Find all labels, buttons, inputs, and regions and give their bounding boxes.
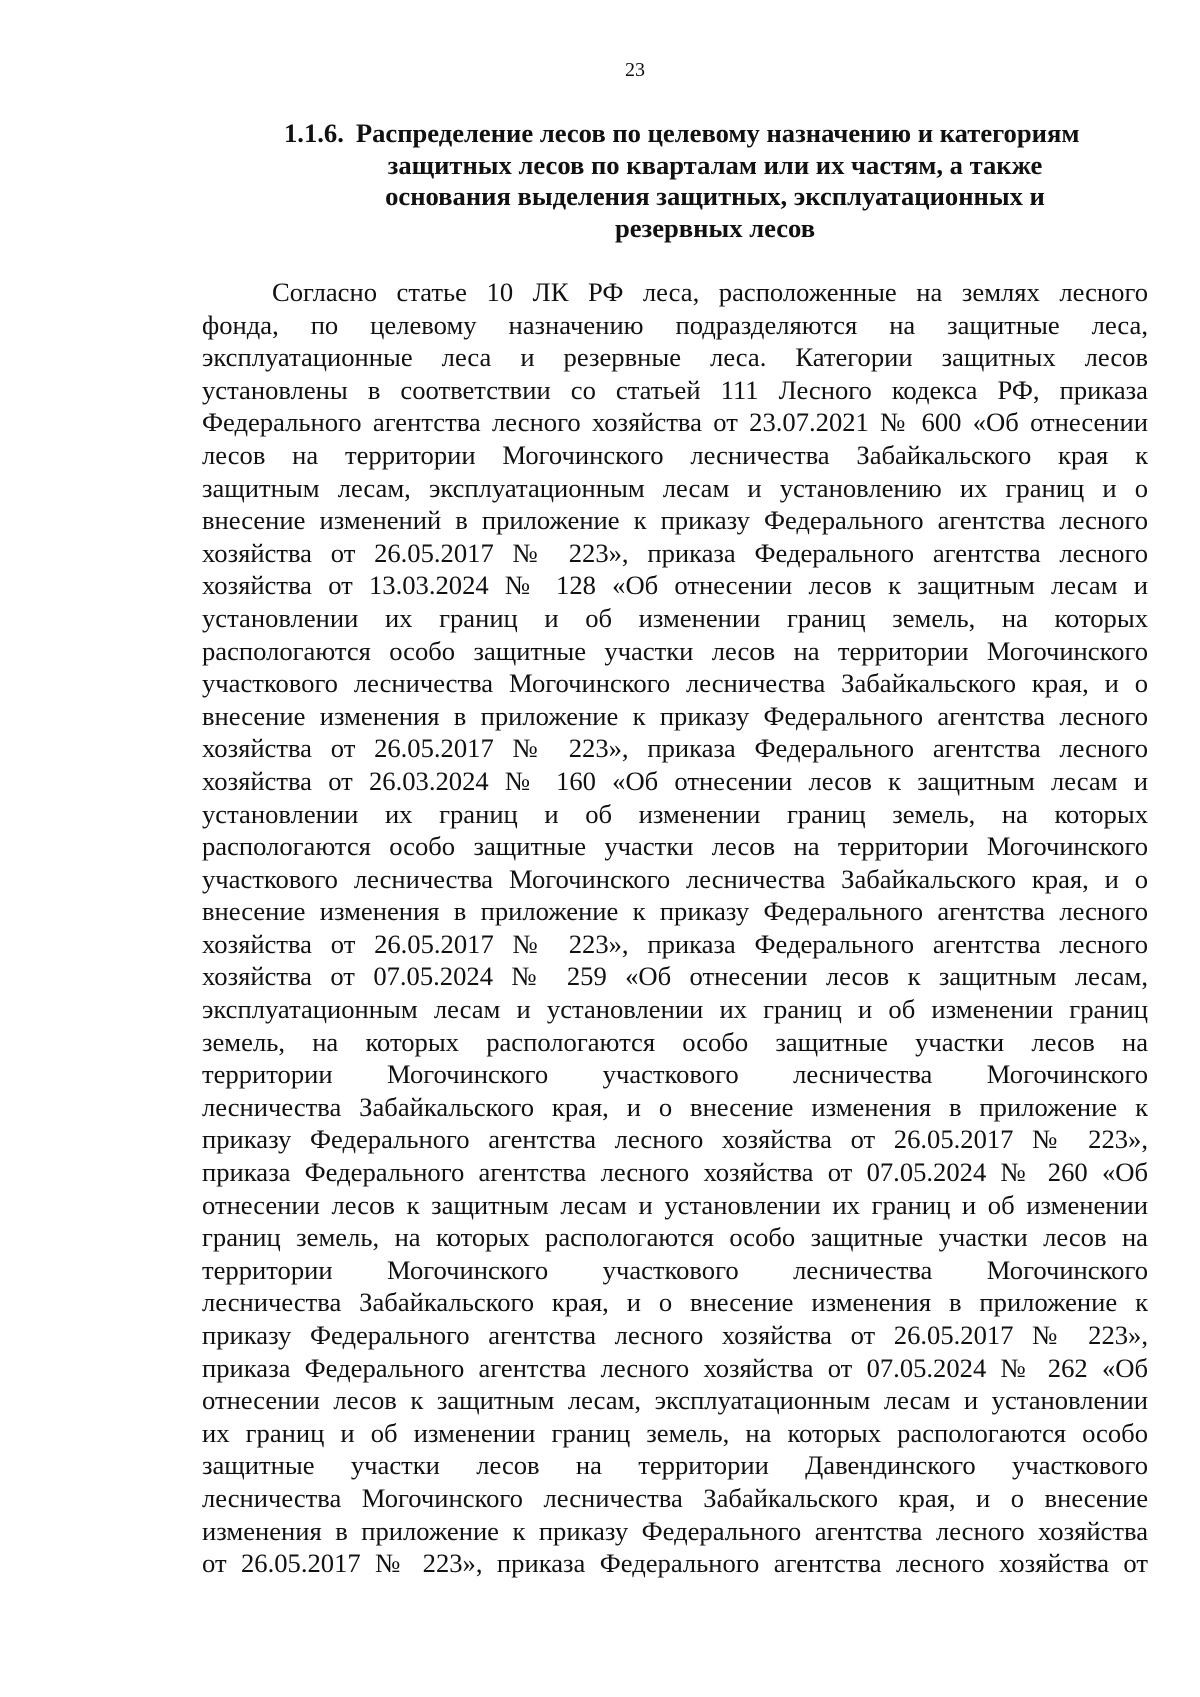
body-text-line: эксплуатационным лесам и установлении их границ и об изменении границ (202, 994, 1148, 1025)
body-text-line: от 26.05.2017 № 223», приказа Федерального агентства лесного хозяйства от (202, 1548, 1148, 1579)
body-text-line: хозяйства от 26.05.2017 № 223», приказа Федерального агентства лесного (202, 928, 1148, 959)
section-heading-line: Распределение лесов по целевому назначению и категориям (355, 118, 1080, 148)
body-text-line: установлении их границ и об изменении границ земель, на которых (202, 798, 1148, 829)
body-text-line: лесничества Забайкальского края, и о внесение изменения в приложение к (202, 1091, 1148, 1122)
body-text-line: лесничества Могочинского лесничества Забайкальского края, и о внесение (202, 1482, 1148, 1513)
body-text-line: границ земель, на которых распологаются особо защитные участки лесов на (202, 1222, 1148, 1253)
body-text-line: хозяйства от 13.03.2024 № 128 «Об отнесении лесов к защитным лесам и (202, 570, 1148, 601)
body-text-line: хозяйства от 07.05.2024 № 259 «Об отнесении лесов к защитным лесам, (202, 961, 1148, 992)
section-heading (284, 118, 1140, 244)
body-text-line: внесение изменений в приложение к приказу Федерального агентства лесного (202, 505, 1148, 536)
body-text-line: Согласно статье 10 ЛК РФ леса, расположенные на землях лесного (272, 277, 1148, 307)
section-heading-line: защитных лесов по кварталам или их частям, а также (387, 149, 1043, 180)
section-number: 1.1.6. (284, 118, 344, 148)
body-text-line: хозяйства от 26.03.2024 № 160 «Об отнесении лесов к защитным лесам и (202, 765, 1148, 796)
body-text-line: приказа Федерального агентства лесного хозяйства от 07.05.2024 № 262 «Об (202, 1352, 1148, 1383)
body-text-line: отнесении лесов к защитным лесам и установлении их границ и об изменении (202, 1189, 1148, 1220)
body-text-line: лесов на территории Могочинского лесничества Забайкальского края к (202, 439, 1148, 470)
section-heading-first-line (284, 118, 1140, 150)
body-paragraph (202, 276, 1148, 1580)
body-text-line: земель, на которых распологаются особо защитные участки лесов на (202, 1026, 1148, 1057)
section-heading-line: резервных лесов (614, 212, 816, 243)
body-text-line: защитным лесам, эксплуатационным лесам и установлению их границ и о (202, 472, 1148, 503)
body-text-line: внесение изменения в приложение к приказу Федерального агентства лесного (202, 896, 1148, 927)
body-text-line: отнесении лесов к защитным лесам, эксплуатационным лесам и установлении (202, 1385, 1148, 1416)
body-text-line: защитные участки лесов на территории Давендинского участкового (202, 1450, 1148, 1481)
body-text-line: Федерального агентства лесного хозяйства от 23.07.2021 № 600 «Об отнесении (202, 407, 1148, 438)
body-text-line: изменения в приложение к приказу Федерального агентства лесного хозяйства (202, 1515, 1148, 1546)
body-text-line: приказу Федерального агентства лесного хозяйства от 26.05.2017 № 223», (202, 1124, 1148, 1155)
body-text-line: установлены в соответствии со статьей 111 Лесного кодекса РФ, приказа (202, 374, 1148, 405)
body-text-line: приказу Федерального агентства лесного хозяйства от 26.05.2017 № 223», (202, 1320, 1148, 1350)
body-text-line: установлении их границ и об изменении границ земель, на которых (202, 602, 1148, 633)
body-text-line: участкового лесничества Могочинского лесничества Забайкальского края, и о (202, 863, 1148, 894)
body-text-line: внесение изменения в приложение к приказу Федерального агентства лесного (202, 700, 1148, 731)
body-text-line: участкового лесничества Могочинского лесничества Забайкальского края, и о (202, 668, 1148, 699)
page-number: 23 (625, 59, 645, 81)
body-text-line: распологаются особо защитные участки лесов на территории Могочинского (202, 635, 1148, 666)
body-text-line: эксплуатационные леса и резервные леса. Категории защитных лесов (202, 342, 1148, 373)
body-text-line: лесничества Забайкальского края, и о внесение изменения в приложение к (202, 1287, 1148, 1318)
body-text-line: фонда, по целевому назначению подразделяются на защитные леса, (202, 309, 1148, 340)
body-text-line: приказа Федерального агентства лесного хозяйства от 07.05.2024 № 260 «Об (202, 1157, 1148, 1188)
body-text-line: их границ и об изменении границ земель, на которых распологаются особо (202, 1417, 1148, 1448)
body-text-line: хозяйства от 26.05.2017 № 223», приказа Федерального агентства лесного (202, 733, 1148, 764)
body-text-line: хозяйства от 26.05.2017 № 223», приказа Федерального агентства лесного (202, 537, 1148, 568)
body-text-line: территории Могочинского участкового лесничества Могочинского (202, 1254, 1148, 1285)
section-heading-line: основания выделения защитных, эксплуатационных и (385, 181, 1045, 211)
body-text-line: территории Могочинского участкового лесничества Могочинского (202, 1059, 1148, 1090)
body-text-line: распологаются особо защитные участки лесов на территории Могочинского (202, 831, 1148, 862)
